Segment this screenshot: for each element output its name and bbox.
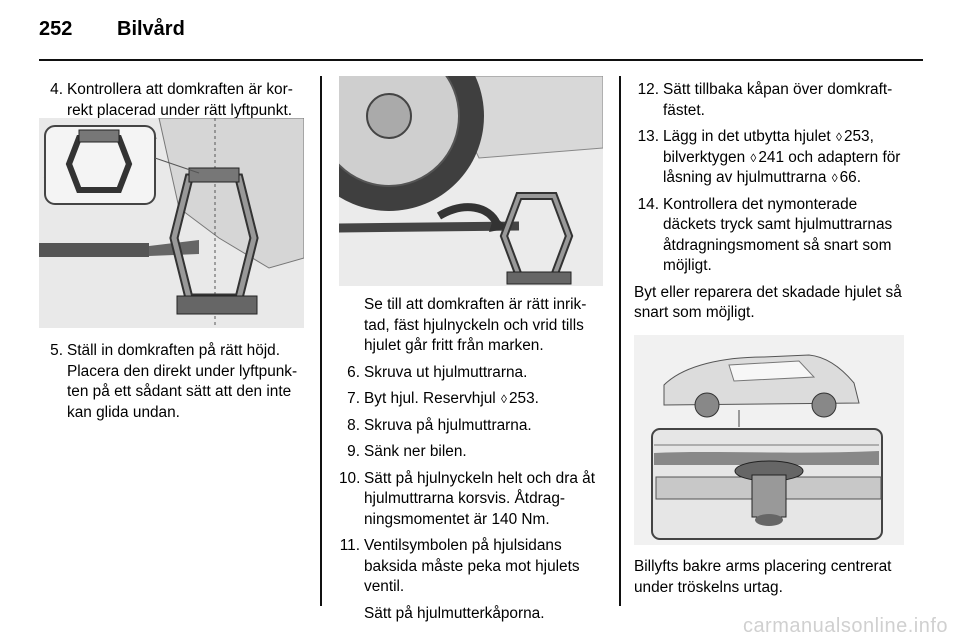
step-number: 12. bbox=[637, 81, 659, 98]
lift-point-illustration bbox=[634, 335, 904, 545]
step-text-main: Ventilsymbolen på hjulsidans baksida måste peka mot hjulets ventil. bbox=[364, 537, 580, 595]
body-paragraph: Byt eller reparera det skadade hjulet så snart som möjligt. bbox=[634, 283, 902, 321]
step-text: Kontrollera att domkraften är kor-rekt placerad under rätt lyftpunkt. bbox=[67, 81, 293, 119]
page-ref[interactable]: 66. bbox=[839, 169, 862, 186]
page-ref-icon: ◊ bbox=[750, 150, 757, 165]
step-9 bbox=[339, 442, 605, 463]
figure-caption: Billyfts bakre arms placering centrerat under tröskelns urtag. bbox=[634, 558, 892, 596]
wheel-lift-illustration bbox=[339, 76, 603, 286]
header-divider bbox=[39, 59, 923, 61]
jack-position-figure bbox=[39, 118, 304, 328]
step-number: 10. bbox=[339, 469, 361, 487]
section-title: Bilvård bbox=[117, 18, 185, 40]
watermark: carmanualsonline.info bbox=[742, 615, 948, 637]
step-number: 5. bbox=[50, 342, 63, 359]
step-text: Sätt på hjulnyckeln helt och dra åt hjulmuttrarna korsvis. Åtdrag-ningsmomentet är 140 Nm. bbox=[364, 469, 596, 528]
page-ref[interactable]: 253. bbox=[508, 390, 539, 407]
step-text-part: bilverktygen bbox=[663, 148, 746, 166]
step-number: 4. bbox=[50, 81, 63, 98]
page-ref[interactable]: 241 och adaptern bbox=[758, 148, 879, 166]
step-7 bbox=[339, 389, 605, 410]
step-subtext: Sätt på hjulmutterkåporna. bbox=[364, 604, 545, 622]
step-5 bbox=[42, 341, 305, 423]
column-1-lower bbox=[42, 341, 305, 429]
step-text bbox=[663, 127, 904, 189]
step-text: Kontrollera det nymonterade däckets tryck samt hjulmuttrarnas åtdragningsmoment så snart som möjligt. bbox=[663, 195, 893, 274]
step-6 bbox=[339, 363, 605, 384]
step-text bbox=[364, 536, 605, 624]
column-2 bbox=[339, 295, 605, 630]
step-10 bbox=[339, 469, 605, 531]
step-text: Ställ in domkraften på rätt höjd. Placera den direkt under lyftpunk-ten på ett sådant sätt att den inte kan glida undan. bbox=[67, 342, 298, 421]
step-number: 9. bbox=[347, 443, 360, 460]
column-3-lower bbox=[634, 557, 906, 598]
figure-caption: Se till att domkraften är rätt inrik-tad, fäst hjulnyckeln och vrid tills hjulet går fritt från marken. bbox=[364, 296, 587, 354]
step-text bbox=[364, 389, 605, 410]
step-11 bbox=[339, 536, 605, 624]
step-13 bbox=[634, 127, 904, 189]
step-text-part: för låsning av hjulmuttrarna bbox=[663, 148, 901, 186]
page-ref-icon: ◊ bbox=[836, 130, 842, 144]
wheel-lift-figure bbox=[339, 76, 603, 286]
step-8 bbox=[339, 416, 605, 437]
column-divider-1 bbox=[320, 76, 322, 606]
page-ref-icon: ◊ bbox=[831, 171, 838, 185]
step-text-part: Lägg in det utbytta hjulet bbox=[663, 128, 831, 145]
step-number: 13. bbox=[637, 128, 659, 145]
column-divider-2 bbox=[619, 76, 621, 606]
step-text-part: Byt hjul. Reservhjul bbox=[364, 390, 496, 407]
lift-point-figure bbox=[634, 335, 904, 545]
step-text: Skruva ut hjulmuttrarna. bbox=[364, 363, 528, 381]
step-number: 14. bbox=[637, 195, 659, 213]
step-text: Sätt tillbaka kåpan över domkraft-fästet. bbox=[663, 81, 893, 119]
step-text: Skruva på hjulmuttrarna. bbox=[364, 416, 532, 434]
step-number: 8. bbox=[347, 416, 360, 434]
column-3 bbox=[634, 80, 904, 360]
step-number: 6. bbox=[347, 363, 360, 381]
page-number: 252 bbox=[39, 18, 73, 40]
step-text: Sänk ner bilen. bbox=[364, 443, 467, 460]
page-ref-icon: ◊ bbox=[501, 392, 507, 406]
page-ref[interactable]: 253, bbox=[843, 128, 874, 145]
step-number: 11. bbox=[339, 537, 360, 554]
step-4 bbox=[42, 80, 305, 121]
step-number: 7. bbox=[347, 390, 360, 407]
step-12 bbox=[634, 80, 904, 121]
jack-illustration bbox=[39, 118, 304, 328]
step-14 bbox=[634, 195, 904, 277]
